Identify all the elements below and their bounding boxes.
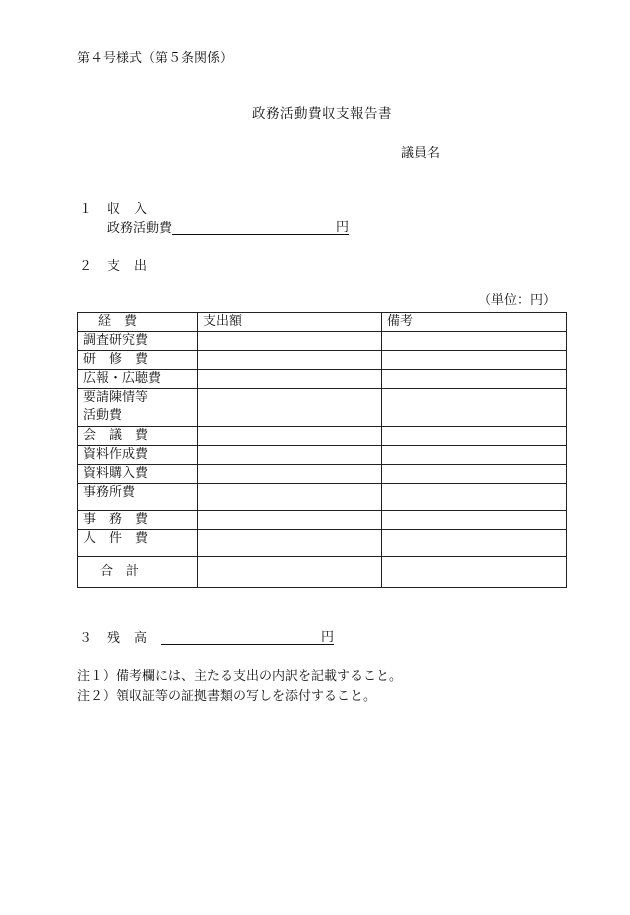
income-section-number: １: [79, 202, 93, 217]
expense-amount-cell[interactable]: [198, 370, 382, 389]
expense-category-cell: [78, 511, 198, 530]
balance-amount-field[interactable]: [161, 631, 321, 645]
expense-category-cell: [78, 332, 198, 351]
expense-category-cell: [78, 530, 198, 557]
expense-category-label: 研 修 費: [83, 352, 149, 367]
balance-unit: 円: [321, 630, 335, 645]
expense-remarks-cell[interactable]: [382, 557, 567, 588]
expense-section-title: 支出: [107, 259, 162, 274]
expense-amount-cell[interactable]: [198, 511, 382, 530]
expense-remarks-cell[interactable]: [382, 427, 567, 446]
column-header-amount: 支出額: [198, 313, 382, 332]
expense-remarks-cell[interactable]: [382, 530, 567, 557]
document-title: 政務活動費収支報告書: [252, 106, 392, 122]
expense-category-label: 資料作成費: [83, 447, 149, 462]
income-amount-field[interactable]: [172, 221, 336, 235]
column-header-category: 経 費: [78, 313, 198, 332]
table-row: [78, 351, 567, 370]
expense-category-cell: [78, 351, 198, 370]
expense-category-cell: [78, 389, 198, 427]
expense-amount-cell[interactable]: [198, 484, 382, 511]
table-row: [78, 557, 567, 588]
balance-section-number: ３: [79, 631, 93, 646]
expense-category-cell: [78, 427, 198, 446]
expense-remarks-cell[interactable]: [382, 511, 567, 530]
expense-section-heading: [79, 260, 161, 273]
expense-remarks-cell[interactable]: [382, 484, 567, 511]
expense-amount-cell[interactable]: [198, 530, 382, 557]
expense-category-label: 広報・広聴費: [83, 371, 162, 386]
expense-remarks-cell[interactable]: [382, 465, 567, 484]
table-row: [78, 332, 567, 351]
expense-amount-cell[interactable]: [198, 557, 382, 588]
table-row: [78, 530, 567, 557]
expense-category-label: 合 計: [100, 564, 140, 579]
column-header-remarks: 備考: [382, 313, 567, 332]
table-row: [78, 511, 567, 530]
expense-remarks-cell[interactable]: [382, 446, 567, 465]
expense-category-cell: [78, 557, 198, 588]
balance-row: [79, 631, 334, 645]
income-section-title: 収入: [107, 202, 162, 217]
expense-remarks-cell[interactable]: [382, 370, 567, 389]
expense-amount-cell[interactable]: [198, 332, 382, 351]
expense-category-label: 資料購入費: [83, 466, 149, 481]
income-item-label: 政務活動費: [107, 221, 173, 236]
expense-amount-cell[interactable]: [198, 446, 382, 465]
table-row: [78, 427, 567, 446]
expense-remarks-cell[interactable]: [382, 351, 567, 370]
expense-amount-cell[interactable]: [198, 465, 382, 484]
expense-remarks-cell[interactable]: [382, 389, 567, 427]
income-section-heading: [79, 203, 161, 216]
expense-table: [77, 312, 567, 588]
note-2: 注２）領収証等の証拠書類の写しを添付すること。: [77, 689, 377, 704]
income-unit: 円: [336, 220, 350, 235]
income-amount-row: [107, 221, 349, 235]
table-row: [78, 446, 567, 465]
expense-section-number: ２: [79, 259, 93, 274]
table-header-row: [78, 313, 567, 332]
expense-amount-cell[interactable]: [198, 389, 382, 427]
expense-category-label: 会 議 費: [83, 428, 149, 443]
table-row: [78, 484, 567, 511]
expense-category-label: 事務所費: [83, 485, 136, 500]
form-number: 第４号様式（第５条関係）: [77, 51, 234, 66]
note-1: 注１）備考欄には、主たる支出の内訳を記載すること。: [77, 669, 403, 684]
balance-section-title: 残高: [107, 631, 162, 646]
expense-remarks-cell[interactable]: [382, 332, 567, 351]
expense-category-label: 調査研究費: [83, 333, 149, 348]
table-row: [78, 389, 567, 427]
expense-category-cell: [78, 446, 198, 465]
expense-amount-cell[interactable]: [198, 427, 382, 446]
expense-amount-cell[interactable]: [198, 351, 382, 370]
table-row: [78, 465, 567, 484]
expense-category-cell: [78, 484, 198, 511]
expense-category-label: 要請陳情等 活動費: [83, 390, 149, 423]
member-name-label: 議員名: [401, 146, 441, 161]
table-row: [78, 370, 567, 389]
expense-category-cell: [78, 370, 198, 389]
expense-category-label: 事 務 費: [83, 512, 149, 527]
unit-note: （単位：円）: [478, 293, 557, 308]
expense-category-label: 人 件 費: [83, 531, 149, 546]
expense-category-cell: [78, 465, 198, 484]
